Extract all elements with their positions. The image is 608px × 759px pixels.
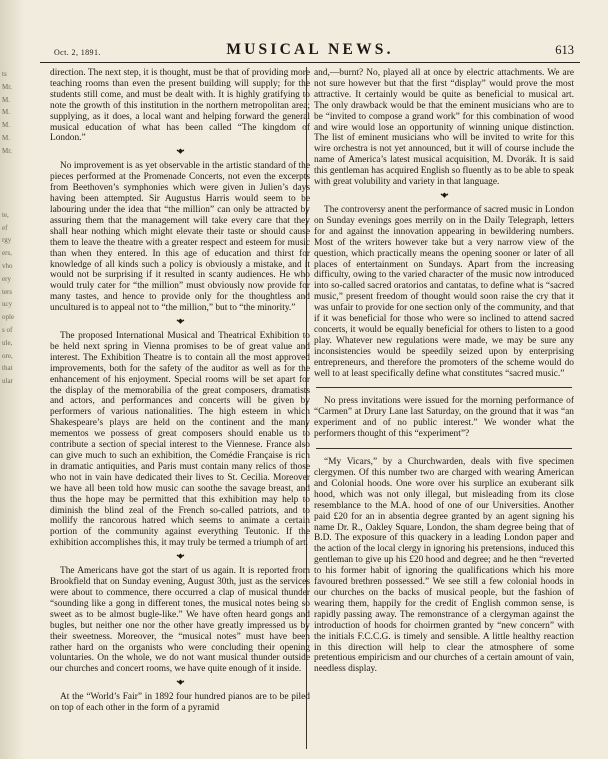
margin-fragment: ore, [2,351,13,360]
right-column [314,68,574,748]
margin-fragment [2,388,22,401]
page-number: 613 [555,43,574,57]
margin-fragment: ucy [2,300,13,309]
adjacent-page-fragments [2,68,22,439]
ornament-divider: •◆• [176,317,184,326]
margin-fragment: vho [2,261,13,270]
margin-fragment: Mr. [2,146,12,155]
margin-fragment: that [2,364,13,373]
margin-fragment [2,158,22,171]
margin-fragment: ople [2,313,15,322]
margin-fragment: ef [2,223,8,232]
margin-fragment [2,426,22,439]
ornament-divider: •◆• [176,552,184,561]
ornament-divider: •◆• [176,147,184,156]
margin-fragment [2,170,22,183]
article-paragraph: At the “World’s Fair” in 1892 four hundred pianos are to be piled on top of each other in the form of a pyramid [50,692,310,714]
article-paragraph: The Americans have got the start of us again. It is reported from Brookfield that on Sunday evening, August 30th, just as the services were about to commence, there occurred a clap of musical thunder “sounding like a gong in different tones, the musical notes being so sweet as to be almost bugle-like.” We have often heard gongs and bugles, but neither one nor the other have greatly impressed us by their sweetness. Moreover, the “musical notes” must have been rather hard on the organists who were concluding their opening voluntaries. On the whole, we do not want musical thunder outside our churches and concert rooms, we have quite enough of it inside. [50,566,310,675]
ornament-divider: •◆• [176,678,184,687]
margin-fragment: te, [2,210,9,219]
article-paragraph: No improvement is as yet observable in the artistic standard of the pieces performed at the Promenade Concerts, not even the excerpts from Beethoven’s symphonies which were given in Julien’s days having been attempted. Sir Augustus Harris would seem to be labouring under the idea that “the million” can only be attracted by assuring them that the management will take every care that they shall hear nothing which might elevate their taste or should cause them to leave the theatre with a greater respect and esteem for music than when they entered. In this age of education and thirst for knowledge of all kinds such a policy is obviously a mistake, and it would not be surprising if it resulted in scanty audiences. He who would truly cater for “the million” must obviously now provide for many tastes, and hence to provide only for the thoughtless and uncultured is to appeal not to “the million,” but to “the minority.” [50,161,310,314]
page-header [40,40,580,63]
margin-fragment: ery [2,274,11,283]
section-rule [316,387,572,388]
margin-fragment: ts [2,70,7,78]
margin-fragment: ule, [2,338,13,347]
margin-fragment: s of [2,325,13,334]
margin-fragment [2,196,22,209]
margin-fragment: M. [2,121,10,130]
margin-fragment: ers, [2,249,12,258]
article-paragraph: The proposed International Musical and Theatrical Exhibition to be held next spring in Vienna promises to be of great value and interest. The Exhibition Theatre is to contain all the most approved improvements, both for the safety of the auditor as well as for the enhancement of his enjoyment. Special rooms will be set apart for the display of the memorabilia of the great composers, dramatists and actors, and performances and concerts will be given by performers of various nationalities. The high esteem in which Shakespeare’s plays are held on the continent and the many mementos we possess of great composers should enable us to contribute a section of special interest to the Viennese. France also can give much to such an exhibition, the Comédie Française is rich in dramatic antiquities, and Paris must contain many relics of those who not in vain have dedicated their lives to St. Cecilia. Moreover we have all been told how music can soothe the savage breast, and thus the hope may be permitted that this exhibition may help to diminish the blind zeal of the French so-called patriots, and to mollify the rancorous hatred which seems to animate a certain portion of the community against everything Teutonic. If the exhibition accomplishes this, it may truly be termed a triumph of art. [50,331,310,549]
article-paragraph: direction. The next step, it is thought, must be that of providing more teaching rooms than even the present building will supply; for the students still come, and must be dealt with. It is highly gratifying to note the growth of this institution in the northern metropolitan area; supplying, as it does, a local want and helping forward the general musical education of what has been called “The kingdom of London.” [50,68,310,144]
margin-fragment [2,183,22,196]
masthead-title: MUSICAL NEWS. [226,41,394,58]
margin-fragment [2,401,22,414]
article-paragraph: and,—burnt? No, played all at once by electric attachments. We are not sure however but that the first “display” would prove the most attractive. It certainly would be quite as beneficial to musical art. The only drawback would be that the eminent musicians who are to be “invited to compose a grand work” for this combination of wood and wire would lose an opportunity of winning unique distinction. The list of eminent musicians who will be invited to write for this wire orchestra is not yet announced, but it will of course include the name of America’s latest musical acquisition, M. Dvorák. It is said this gentleman has acquired English so fluently as to be able to speak with great volubility and variety in that language. [314,68,574,188]
ornament-divider: •◆• [440,190,448,199]
issue-date: Oct. 2, 1891. [54,48,101,57]
article-paragraph: No press invitations were issued for the morning performance of “Carmen” at Drury Lane last Saturday, on the ground that it was “an experiment and of no public interest.” We wonder what the performers thought of this “experiment”? [314,396,574,440]
section-rule [316,448,572,449]
left-column [50,68,310,748]
margin-fragment: M. [2,108,10,117]
margin-fragment: ters [2,287,13,296]
margin-fragment: M. [2,133,10,142]
adjacent-page-margin [0,0,24,759]
margin-fragment: ular [2,377,13,386]
margin-fragment: M. [2,95,10,104]
margin-fragment: rgy [2,236,12,245]
article-paragraph: The controversy anent the performance of sacred music in London on Sunday evenings goes merrily on in the Daily Telegraph, letters for and against the innovation appearing in bewildering numbers. Most of the writers however take but a very narrow view of the question, which practically means the opening sooner or later of all places of entertainment on Sundays. Apart from the increasing difficulty, owing to the varied character of the music now introduced into so-called sacred oratorios and cantatas, to define what is “sacred music,” present freedom of thought would soon raise the cry that it was unfair to provide for one section only of the community, and that if it was beneficial for those who were so inclined to attend sacred concerts, it would be equally beneficial for others to listen to a good play. Whatever new regulations were made, we may be sure any inconsistencies would be speedily seized upon by enterprising entrepreneurs, and therefore the promoters of the scheme would do well to at least specifically define what constitutes “sacred music.” [314,204,574,379]
article-paragraph: “My Vicars,” by a Churchwarden, deals with five specimen clergymen. Of this number two are charged with wearing American and Colonial hoods. One wore over his surplice an exuberant silk hood, which was not only illegal, but misleading from its close resemblance to the M.A. hood of one of our Universities. Another paid £20 for an in absentia degree granted by an agent signing his name Dr. R., Oakley Square, London, the sham degree being that of B.D. The exposure of this quackery in a leading London paper and the action of the local clergy in ignoring his pretensions, induced this gentleman to give up his £20 hood and degree; and he then “reverted to his former habit of ignoring the qualifications which his more favoured brethren possessed.” We see still a few colonial hoods in our churches on the backs of musical people, but the fashion of wearing them, happily for the credit of English common sense, is rapidly passing away. The remonstrance of a clergyman against the introduction of hoods for choirmen granted by “new concern” with the initials F.C.C.G. is timely and sensible. A little healthy reaction in this direction will help to clear the atmosphere of some pretentious empiricism and our churches of a certain amount of vain, needless display. [314,457,574,675]
margin-fragment [2,414,22,427]
margin-fragment: Mr. [2,82,12,91]
